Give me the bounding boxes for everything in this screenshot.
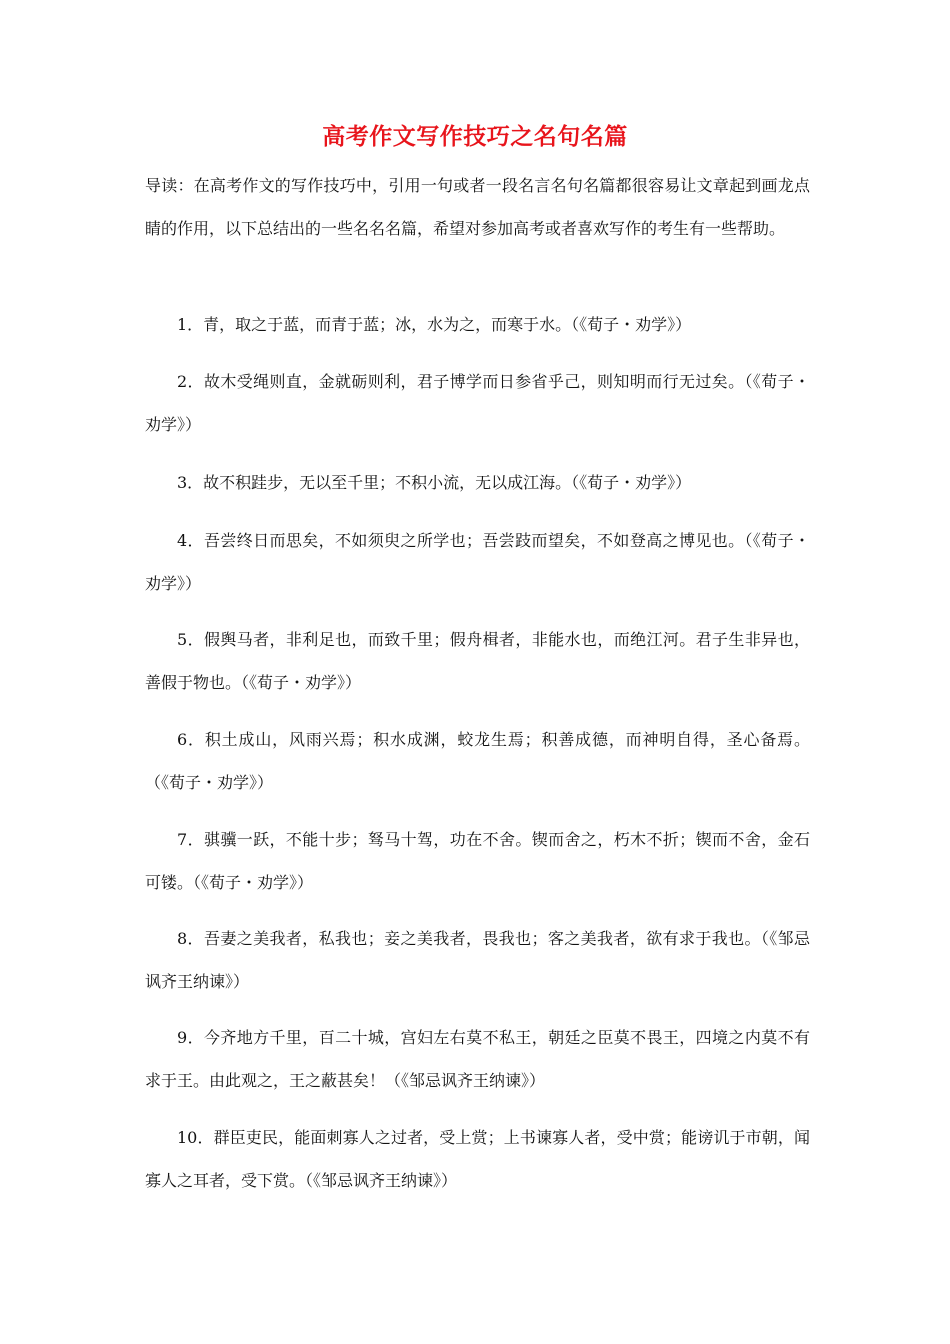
quote-item-1: 1．青，取之于蓝，而青于蓝；冰，水为之，而寒于水。（《荀子・劝学》） (177, 315, 692, 334)
quote-item-2: 2．故木受绳则直，金就砺则利，君子博学而日参省乎己，则知明而行无过矣。（《荀子・劝学》） (145, 372, 810, 434)
intro-paragraph: 导读：在高考作文的写作技巧中，引用一句或者一段名言名句名篇都很容易让文章起到画龙点睛的作用，以下总结出的一些名名名篇，希望对参加高考或者喜欢写作的考生有一些帮助。 (145, 176, 810, 238)
quote-item-4: 4．吾尝终日而思矣，不如须臾之所学也；吾尝跂而望矣，不如登高之博见也。（《荀子・劝学》） (145, 531, 810, 593)
quote-item-8: 8．吾妻之美我者，私我也；妾之美我者，畏我也；客之美我者，欲有求于我也。（《邹忌讽齐王纳谏》） (145, 929, 810, 991)
quote-item-3: 3．故不积跬步，无以至千里；不积小流，无以成江海。（《荀子・劝学》） (177, 473, 692, 492)
quote-item-7: 7．骐骥一跃，不能十步；驽马十驾，功在不舍。锲而舍之，朽木不折；锲而不舍，金石可镂。（《荀子・劝学》） (145, 830, 810, 892)
quote-item-10: 10．群臣吏民，能面刺寡人之过者，受上赏；上书谏寡人者，受中赏；能谤讥于市朝，闻寡人之耳者，受下赏。（《邹忌讽齐王纳谏》） (145, 1128, 810, 1190)
page-title: 高考作文写作技巧之名句名篇 (322, 123, 628, 150)
quote-item-6: 6．积土成山，风雨兴焉；积水成渊，蛟龙生焉；积善成德，而神明自得，圣心备焉。（《荀子・劝学》） (145, 730, 810, 792)
quote-item-9: 9．今齐地方千里，百二十城，宫妇左右莫不私王，朝廷之臣莫不畏王，四境之内莫不有求于王。由此观之，王之蔽甚矣！（《邹忌讽齐王纳谏》） (145, 1028, 810, 1090)
quote-item-5: 5．假舆马者，非利足也，而致千里；假舟楫者，非能水也，而绝江河。君子生非异也，善假于物也。（《荀子・劝学》） (145, 630, 810, 692)
